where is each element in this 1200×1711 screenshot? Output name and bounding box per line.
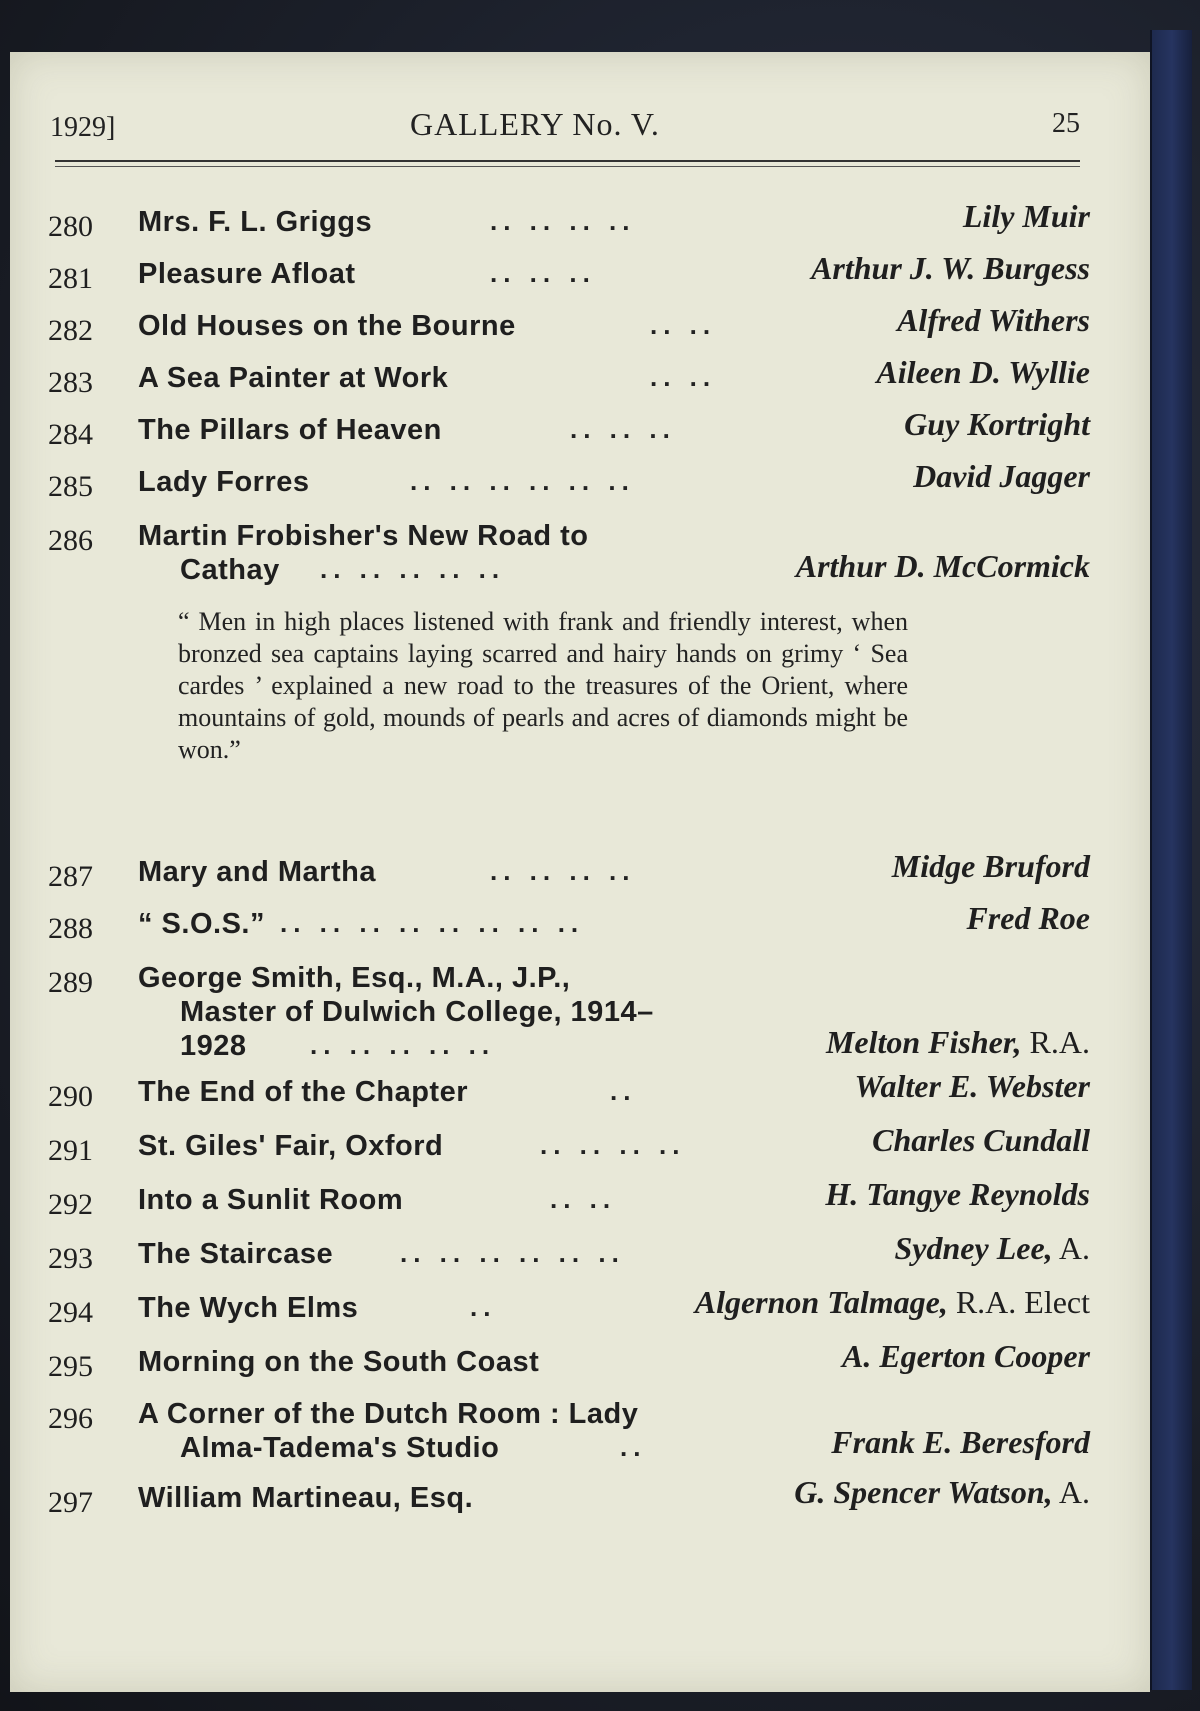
dot-leader: .. .. .. .. <box>540 1130 686 1160</box>
entry-artist-name: Algernon Talmage, <box>694 1284 948 1320</box>
entry-title: Mrs. F. L. Griggs <box>138 206 373 238</box>
dot-leader: .. <box>470 1292 497 1322</box>
dot-leader: .. .. .. .. <box>490 856 636 886</box>
entry-title: Martin Frobisher's New Road to <box>138 520 589 552</box>
entry-artist: Frank E. Beresford <box>831 1424 1090 1460</box>
entry-artist: Alfred Withers <box>897 302 1090 338</box>
entry-title: The Staircase <box>138 1238 334 1270</box>
entry-number: 286 <box>48 524 93 557</box>
dot-leader: .. .. .. .. .. .. <box>400 1238 625 1268</box>
entry-number: 297 <box>48 1486 93 1519</box>
entry-artist-name: G. Spencer Watson, <box>794 1474 1053 1510</box>
dot-leader: .. .. .. .. .. <box>310 1030 496 1060</box>
entry-number: 291 <box>48 1134 93 1167</box>
entry-number: 289 <box>48 966 93 999</box>
dot-leader: .. .. .. <box>570 414 676 444</box>
entry-artist-suffix: R.A. <box>1021 1024 1090 1060</box>
entry-title: Old Houses on the Bourne <box>138 310 516 342</box>
entry-artist <box>695 1284 1090 1321</box>
running-head <box>50 106 1080 162</box>
entry-number: 294 <box>48 1296 93 1329</box>
entry-number: 288 <box>48 912 93 945</box>
entry-number: 280 <box>48 210 93 243</box>
entry-title: Mary and Martha <box>138 856 376 888</box>
entry-title: The Pillars of Heaven <box>138 414 442 446</box>
entry-number: 287 <box>48 860 93 893</box>
dot-leader: .. .. <box>550 1184 617 1214</box>
entry-number: 284 <box>48 418 93 451</box>
entry-artist: Guy Kortright <box>904 406 1090 442</box>
dot-leader: .. .. .. .. <box>490 206 636 236</box>
entry-title: Pleasure Afloat <box>138 258 356 290</box>
running-head-year: 1929] <box>50 112 116 143</box>
page-number: 25 <box>1052 108 1080 139</box>
entry-artist-suffix: R.A. Elect <box>947 1284 1090 1320</box>
entry-artist: Aileen D. Wyllie <box>876 354 1090 390</box>
entry-number: 290 <box>48 1080 93 1113</box>
entry-title: George Smith, Esq., M.A., J.P., <box>138 962 571 994</box>
entry-title: The End of the Chapter <box>138 1076 468 1108</box>
entry-number: 292 <box>48 1188 93 1221</box>
catalogue-page <box>10 52 1150 1692</box>
entry-artist: Walter E. Webster <box>854 1068 1090 1104</box>
entry-title: Lady Forres <box>138 466 310 498</box>
running-head-title: GALLERY No. V. <box>410 106 660 142</box>
entry-artist <box>895 1230 1091 1267</box>
entry-artist: Lily Muir <box>962 198 1090 234</box>
dot-leader: .. .. .. .. .. <box>320 554 506 584</box>
entry-artist-suffix: A. <box>1052 1474 1090 1510</box>
book-cover-edge <box>1150 30 1192 1690</box>
entry-artist: Midge Bruford <box>891 848 1090 884</box>
entry-artist: Charles Cundall <box>872 1122 1090 1158</box>
entry-number: 281 <box>48 262 93 295</box>
entry-artist <box>826 1024 1090 1061</box>
entry-number: 293 <box>48 1242 93 1275</box>
dot-leader: .. .. .. <box>490 258 596 288</box>
dot-leader: .. .. <box>650 362 717 392</box>
entry-quote: “ Men in high places listened with frank and friendly interest, when bronzed sea captains laying scarred and hairy hands on grimy ‘ Sea cardes ’ explained a new road to the treasures of the Orient, where mountains of gold, mounds of pearls and acres of diamonds might be won.” <box>178 607 908 764</box>
dot-leader: .. <box>610 1076 637 1106</box>
entry-number: 285 <box>48 470 93 503</box>
entry-artist-name: Sydney Lee, <box>894 1230 1053 1266</box>
entry-artist: Fred Roe <box>966 900 1090 936</box>
header-rule <box>55 160 1080 162</box>
header-rule-thin <box>55 166 1080 167</box>
entry-title: Into a Sunlit Room <box>138 1184 404 1216</box>
entry-number: 296 <box>48 1402 93 1435</box>
entry-artist: Arthur J. W. Burgess <box>811 250 1090 286</box>
entry-number: 295 <box>48 1350 93 1383</box>
entry-number: 282 <box>48 314 93 347</box>
entry-title: Morning on the South Coast <box>138 1346 540 1378</box>
dot-leader: .. <box>620 1432 647 1462</box>
entry-title: “ S.O.S.” <box>138 908 265 940</box>
entry-title: William Martineau, Esq. <box>138 1482 474 1514</box>
dot-leader: .. .. <box>650 310 717 340</box>
dot-leader: .. .. .. .. .. .. <box>410 466 635 496</box>
entry-title-continued: Master of Dulwich College, 1914– <box>180 996 654 1028</box>
entry-title-continued: Alma-Tadema's Studio <box>180 1432 500 1464</box>
entry-title: A Sea Painter at Work <box>138 362 449 394</box>
entry-artist: Arthur D. McCormick <box>795 548 1090 584</box>
entry-artist <box>794 1474 1090 1511</box>
entry-number: 283 <box>48 366 93 399</box>
entry-title: A Corner of the Dutch Room : Lady <box>138 1398 639 1430</box>
entry-artist-suffix: A. <box>1052 1230 1090 1266</box>
entry-title-continued: Cathay <box>180 554 280 586</box>
entry-title: St. Giles' Fair, Oxford <box>138 1130 444 1162</box>
entry-artist: H. Tangye Reynolds <box>825 1176 1090 1212</box>
entry-artist: A. Egerton Cooper <box>841 1338 1090 1374</box>
entry-title-continued: 1928 <box>180 1030 247 1062</box>
dot-leader: .. .. .. .. .. .. .. .. <box>280 908 585 938</box>
entry-artist: David Jagger <box>913 458 1090 494</box>
entry-artist-name: Melton Fisher, <box>825 1024 1022 1060</box>
entry-title: The Wych Elms <box>138 1292 359 1324</box>
